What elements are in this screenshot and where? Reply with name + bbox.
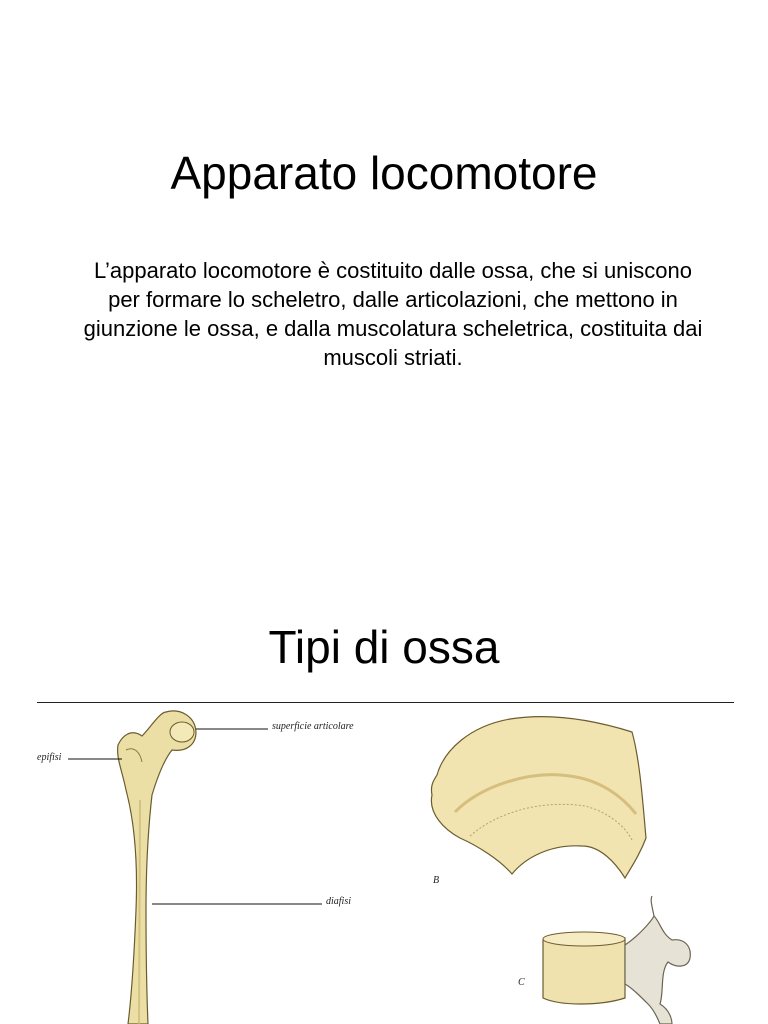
bone-illustrations [0, 600, 768, 1024]
label-articular-surface: superficie articolare [272, 721, 354, 732]
slide-title: Tipi di ossa [268, 621, 500, 673]
label-figure-b: B [433, 875, 440, 886]
slide-body-text: L’apparato locomotore è costituito dalle ossa, che si uniscono per formare lo scheletro, dalle articolazioni, che mettono in giunzione le ossa, e dalla muscolatura scheletrica, costituita dai muscoli striati. [83, 258, 703, 370]
label-epiphysis: epifisi [37, 752, 62, 763]
slide-title: Apparato locomotore [170, 147, 598, 199]
slide-2 [0, 600, 768, 1024]
long-bone-illustration [118, 711, 196, 1024]
flat-bone-illustration [431, 717, 646, 878]
label-diaphysis: diafisi [326, 896, 352, 907]
label-figure-c: C [518, 977, 525, 988]
vertebra-illustration [543, 896, 690, 1024]
